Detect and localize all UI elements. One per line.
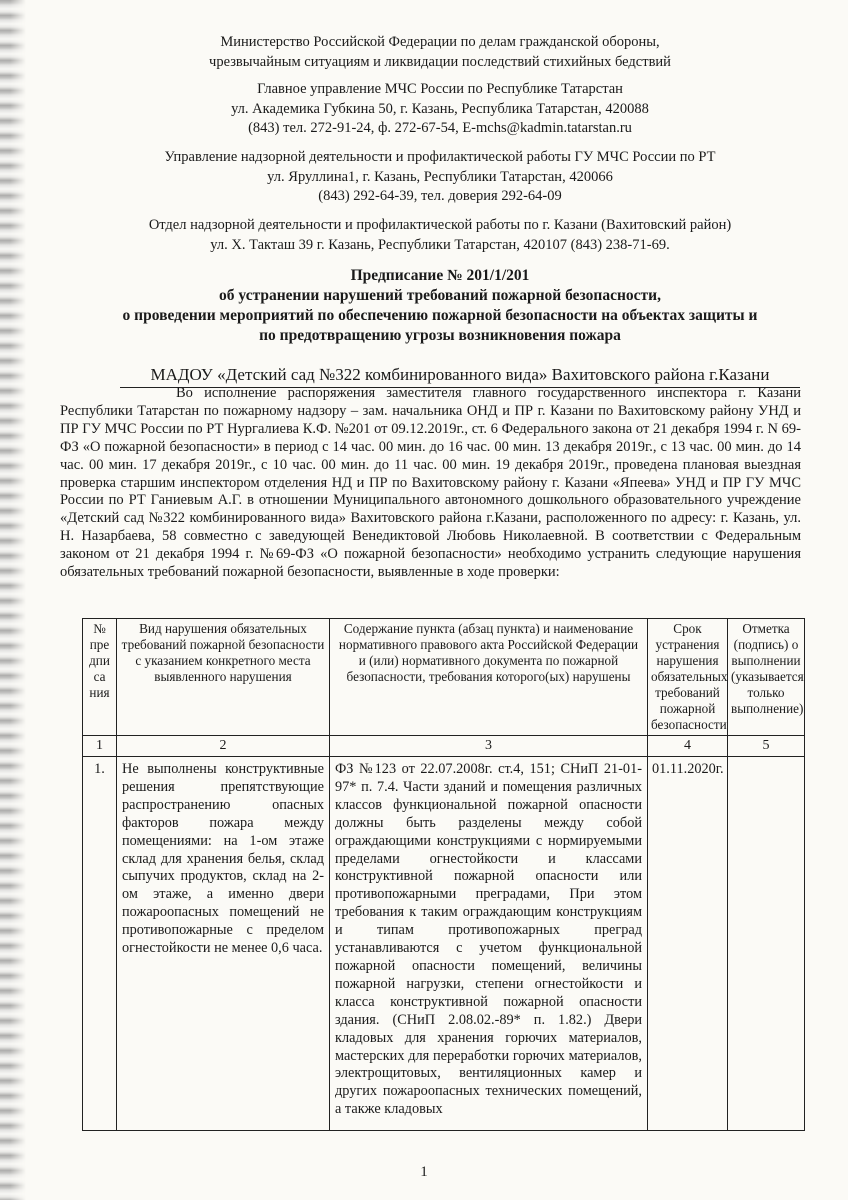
table-header-row bbox=[83, 619, 805, 736]
title-line: по предотвращению угрозы возникновения пожара bbox=[259, 327, 621, 344]
department-line: ул. Яруллина1, г. Казань, Республики Татарстан, 420066 bbox=[267, 168, 613, 185]
organization-name: МАДОУ «Детский сад №322 комбинированного вида» Вахитовского района г.Казани bbox=[120, 364, 800, 388]
department-line: ул. Х. Такташ 39 г. Казань, Республики Татарстан, 420107 (843) 238-71-69. bbox=[210, 236, 670, 253]
document-title bbox=[60, 266, 820, 346]
title-line: о проведении мероприятий по обеспечению пожарной безопасности на объектах защиты и bbox=[122, 307, 758, 324]
header-cell-norm: Содержание пункта (абзац пункта) и наименование нормативного правового акта Российской Федерации и (или) нормативного документа по пожарной безопасности, требования которого(ых) нарушены bbox=[330, 619, 648, 736]
norm-reference: ФЗ №123 от 22.07.2008г. ст.4, 151; СНиП 21-01-97* п. 7.4. Части зданий и помещения различных классов функциональной пожарной опасности должны быть разделены между собой ограждающими конструкциями с нормируемыми пределами огнестойкости и классами конструктивной пожарной опасности или противопожарными преградами, При этом требования к таким ограждающим конструкциям и типам противопожарных преград устанавливаются с учетом функциональной пожарной опасности помещений, величины пожарной нагрузки, степени огнестойкости и класса конструктивной пожарной опасности здания. (СНиП 2.08.02.-89* п. 1.82.) Двери кладовых для хранения горючих материалов, мастерских для переработки горючих материалов, электрощитовых, вентиляционных камер и других пожароопасных технических помещений, а также кладовых bbox=[330, 757, 648, 1131]
intro-paragraph bbox=[60, 385, 801, 582]
ministry-line: чрезвычайным ситуациям и ликвидации последствий стихийных бедствий bbox=[209, 53, 671, 70]
department-line: (843) 292-64-39, тел. доверия 292-64-09 bbox=[318, 188, 562, 204]
department-line: (843) тел. 272-91-24, ф. 272-67-54, E-mchs@kadmin.tatarstan.ru bbox=[248, 120, 632, 136]
department-line: Управление надзорной деятельности и профилактической работы ГУ МЧС России по РТ bbox=[164, 149, 716, 165]
header-cell-violation: Вид нарушения обязательных требований пожарной безопасности с указанием конкретного места выявленного нарушения bbox=[117, 619, 330, 736]
deadline: 01.11.2020г. bbox=[648, 757, 728, 1131]
column-number: 3 bbox=[330, 736, 648, 757]
supervision-department-header bbox=[60, 148, 820, 207]
completion-mark bbox=[728, 757, 805, 1131]
title-line: об устранении нарушений требований пожарной безопасности, bbox=[219, 287, 661, 304]
main-department-header bbox=[60, 80, 820, 139]
violation-description: Не выполнены конструктивные решения препятствующие распространению опасных факторов пожара между помещениями: на 1-ом этаже склад для хранения белья, склад сыпучих продуктов, склад на 2-ом этаже, а именно двери пожароопасных помещений не противопожарные с пределом огнестойкости не менее 0,6 часа. bbox=[117, 757, 330, 1131]
district-office-header bbox=[60, 216, 820, 255]
column-number-row bbox=[83, 736, 805, 757]
header-cell-deadline: Срок устранения нарушения обязательных требований пожарной безопасности bbox=[648, 619, 728, 736]
department-line: ул. Академика Губкина 50, г. Казань, Республика Татарстан, 420088 bbox=[231, 100, 649, 117]
ministry-line: Министерство Российской Федерации по делам гражданской обороны, bbox=[220, 34, 660, 50]
department-line: Отдел надзорной деятельности и профилактической работы по г. Казани (Вахитовский район) bbox=[148, 217, 732, 233]
header-cell-number: № пре дпи са ния bbox=[83, 619, 117, 736]
column-number: 5 bbox=[728, 736, 805, 757]
header-cell-mark: Отметка (подпись) о выполнении (указывается только выполнение) bbox=[728, 619, 805, 736]
department-line: Главное управление МЧС России по Республике Татарстан bbox=[257, 81, 623, 97]
column-number: 2 bbox=[117, 736, 330, 757]
page-number: 1 bbox=[420, 1164, 428, 1180]
column-number: 4 bbox=[648, 736, 728, 757]
title-line: Предписание № 201/1/201 bbox=[350, 267, 530, 284]
scan-edge-shadow bbox=[0, 0, 26, 1200]
intro-text: Во исполнение распоряжения заместителя главного государственного инспектора г. Казани Республики Татарстан по пожарному надзору – зам. начальника ОНД и ПР г. Казани по Вахитовскому району УНД и ПР ГУ МЧС России по РТ Нургалиева К.Ф. №201 от 09.12.2019г., ст. 6 Федерального закона от 21 декабря 1994 г. N 69-ФЗ «О пожарной безопасности» в период с 14 час. 00 мин. до 16 час. 00 мин. 13 декабря 2019г., с 13 час. 00 мин. до 14 час. 00 мин. 17 декабря 2019г., с 10 час. 00 мин. до 11 час. 00 мин. 19 декабря 2019г., проведена плановая выездная проверка старшим инспектором отделения НД и ПР по Вахитовскому району г. Казани «Япеева» УНД и ПР ГУ МЧС России по РТ Ганиевым А.Г. в отношении Муниципального автономного дошкольного образовательного учреждение «Детский сад №322 комбинированного вида» Вахитовского района г.Казани, расположенного по адресу: г. Казань, ул. Н. Назарбаева, 58 совместно с заведующей Венедиктовой Любовь Николаевной. В соответствии с Федеральным законом от 21 декабря 1994 г. №69-ФЗ «О пожарной безопасности» необходимо устранить следующие нарушения обязательных требований пожарной безопасности, выявленные в ходе проверки: bbox=[60, 385, 801, 581]
violations-table bbox=[82, 618, 805, 1131]
table-row bbox=[83, 757, 805, 1131]
row-number: 1. bbox=[83, 757, 117, 1131]
ministry-header bbox=[60, 33, 820, 72]
column-number: 1 bbox=[83, 736, 117, 757]
